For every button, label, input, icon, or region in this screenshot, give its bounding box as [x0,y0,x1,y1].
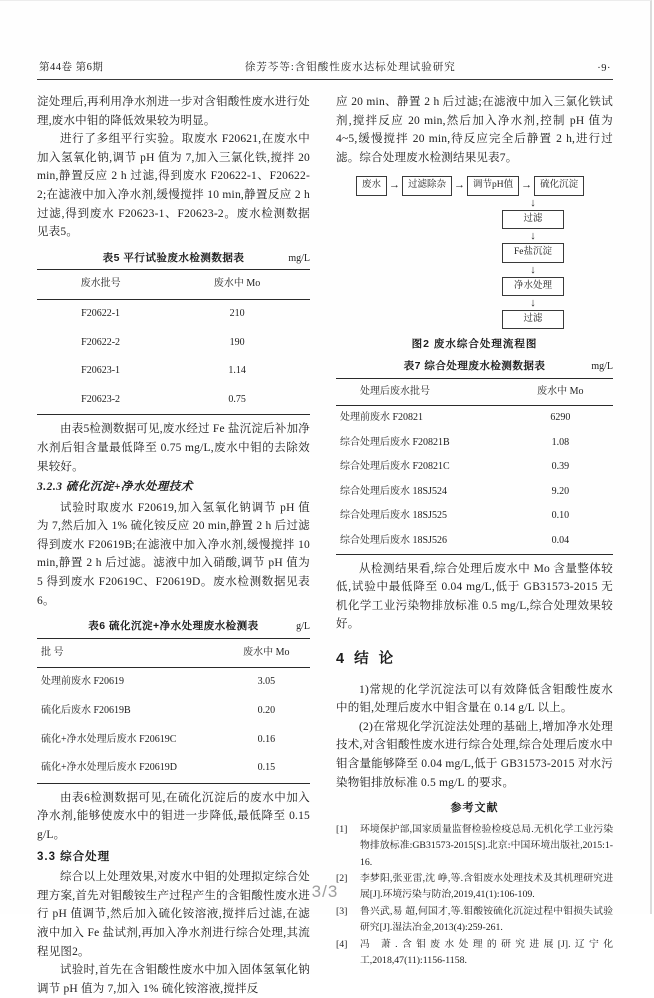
table-header-cell: 废水中 Mo [213,278,261,290]
table-cell: F20622-2 [81,336,121,348]
paragraph: 试验时取废水 F20619,加入氢氧化钠调节 pH 值为 7,然后加入 1% 硫化铵反应 20 min,静置 2 h 后过滤得到废水 F20619B;在滤液中加入净水剂,缓慢搅拌 10 min,静置 2 h 后过滤。滤液中加入硝酸,调节 pH 值为 5 得到废水 F20619C、F20619D。废水检测数据见表6。 [37,501,310,607]
table-cell: F20622-1 [81,307,121,319]
table-row [37,386,310,415]
table-cell: 综合处理后废水 18SJ525 [340,510,447,522]
paragraph: 淀处理后,再利用净水剂进一步对含钼酸性废水进行处理,废水中钼的降低效果较为明显。 [37,96,310,127]
table-cell: 3.05 [257,676,276,688]
table-cell: 6290 [550,412,571,424]
table-cell: 综合处理后废水 F20821C [340,461,450,473]
arrow-right-icon: → [389,179,401,192]
arrow-right-icon: → [521,179,533,192]
flow-step [519,176,584,195]
arrow-down-icon: ↓ [530,196,536,209]
table5-caption [37,249,310,268]
table-row [336,480,613,505]
table-row [336,406,613,431]
flow-step [502,296,564,329]
references-heading: 参考文献 [450,802,499,815]
conclusion-paragraph: 1)常规的化学沉淀法可以有效降低含钼酸性废水中的钼,处理后废水中钼含量在 0.14 g/L 以上。 [336,683,613,715]
section-heading-3-2-3: 3.2.3 硫化沉淀+净水处理技术 [37,481,193,494]
table-cell: 0.15 [257,762,276,774]
table-cell: F20623-2 [81,393,121,405]
paragraph: 进行了多组平行实验。取废水 F20621,在废水中加入氢氧化钠,调节 pH 值为 7,加入三氯化铁,搅拌 20 min,静置反应 2 h 过滤,得到废水 F20622-1、F20622-2;在滤液中加入净水剂,缓慢搅拌 10 min,静置反应 2 h 过滤,得到废水 F20623-1、F20623-2。废水检测数据见表5。 [37,133,310,239]
table-cell: 处理前废水 F20619 [41,676,125,688]
running-title: 徐芳芩等:含钼酸性废水达标处理试验研究 [244,62,456,73]
left-column [37,93,310,998]
flow-box: 废水 [356,176,387,195]
flow-box: Fe盐沉淀 [502,243,564,262]
paragraph: 应 20 min、静置 2 h 后过滤;在滤液中加入三氯化铁试剂,搅拌反应 20 min,然后加入净水剂,控制 pH 值为 4~5,缓慢搅拌 20 min,待反应完全后静置 2 h,进行过滤。综合处理废水检测结果见表7。 [336,96,613,164]
paragraph: 由表5检测数据可见,废水经过 Fe 盐沉淀后补加净水剂后钼含量最低降至 0.75 mg/L,废水中钼的去除效果较好。 [37,423,310,473]
flow-box: 调节pH值 [467,176,519,195]
flow-box: 过滤 [502,210,564,229]
table-caption-text: 表6 硫化沉淀+净水处理废水检测表 [88,620,259,633]
flow-step [502,229,564,262]
table-header-cell: 废水中 Mo [537,385,584,397]
page-content [0,1,650,998]
flow-step [356,176,387,195]
table-cell: 0.16 [257,733,276,745]
arrow-right-icon: → [454,179,466,192]
table-row [336,504,613,529]
table-cell: 硫化+净水处理后废水 F20619C [41,733,177,745]
table-row [336,455,613,480]
table-header-cell: 废水中 Mo [243,646,290,658]
journal-volume-issue: 第44卷 第6期 [39,62,104,73]
table-cell: 9.20 [551,485,570,497]
table7 [336,378,613,555]
flow-box: 净水处理 [502,277,564,296]
reference-marker: [4] [336,938,348,950]
table-cell: 1.08 [551,436,570,448]
table5-unit: mg/L [288,252,310,264]
arrow-down-icon: ↓ [530,263,536,276]
table-cell: 综合处理后废水 18SJ526 [340,535,447,547]
table-header-row [37,270,310,300]
table-row [37,754,310,783]
table-row [336,431,613,456]
paragraph: 综合以上处理效果,对废水中钼的处理拟定综合处理方案,首先对钼酸铵生产过程产生的含钼酸性废水进行 pH 值调节,然后加入硫化铵溶液,搅拌后过滤,在滤液中加入 Fe 盐试剂,再加入净水剂进行综合处理,其流程见图2。 [37,871,310,958]
table-caption-text: 表5 平行试验废水检测数据表 [102,251,245,264]
table-cell: 0.75 [228,393,246,405]
two-column-layout [37,93,613,998]
reference-item [336,822,613,871]
table-row [37,357,310,386]
paragraph: 由表6检测数据可见,在硫化沉淀后的废水中加入净水剂,能够使废水中的钼进一步降低,最低降至 0.15 g/L。 [37,791,310,841]
viewer-page-indicator: 3/3 [311,882,339,901]
reference-text: 冯 萧.含钼废水处理的研究进展[J].辽宁化工,2018,47(11):1156-1158. [360,938,613,967]
figure2-caption: 图2 废水综合处理流程图 [411,338,538,351]
table7-caption [336,357,613,376]
table-row [37,299,310,328]
reference-marker: [3] [336,905,348,917]
flow-step [502,196,564,229]
conclusion-paragraph: (2)在常规化学沉淀法处理的基础上,增加净水处理技术,对含钼酸性废水进行综合处理,综合处理后废水中钼含量能够降至 0.04 mg/L,低于 GB31573-2015 对水污染物钼排放标准 0.5 mg/L 的要求。 [336,720,613,789]
table-header-cell: 废水批号 [80,278,121,290]
reference-marker: [2] [336,873,348,885]
table7-unit: mg/L [591,360,613,372]
table-row [37,329,310,358]
reference-item [336,904,613,937]
reference-item [336,937,613,970]
table-cell: 硫化+净水处理后废水 F20619D [41,762,177,774]
table-cell: 210 [229,307,245,319]
table-caption-text: 表7 综合处理废水检测数据表 [403,359,546,372]
flow-box: 硫化沉淀 [534,176,584,195]
table-cell: 0.04 [551,535,570,547]
table-row [37,668,310,697]
flow-step [452,176,519,195]
table-cell: 硫化后废水 F20619B [41,705,131,717]
table-cell: 处理前废水 F20821 [340,412,424,424]
table-cell: 0.39 [551,461,570,473]
page-number: ·9· [597,63,611,74]
reference-text: 鲁兴武,易 超,何国才,等.钼酸铵硫化沉淀过程中钼损失试验研究[J].湿法冶金,2013(4):259-261. [360,905,613,934]
table-cell: 1.14 [228,365,246,377]
table-cell: 190 [229,336,245,348]
arrow-down-icon: ↓ [530,296,536,309]
table-header-cell: 批 号 [41,646,64,658]
table-cell: 综合处理后废水 F20821B [340,436,450,448]
table6-unit: g/L [296,621,310,633]
table-row [336,529,613,554]
arrow-down-icon: ↓ [530,230,536,243]
reference-text: 李梦阳,张亚雷,沈 峥,等.含钼废水处理技术及其机理研究进展[J].环境污染与防治,2019,41(1):106-109. [360,873,613,901]
table5 [37,269,310,415]
section-heading-conclusion: 4 结 论 [336,651,397,668]
reference-marker: [1] [336,823,348,835]
flow-step [502,263,564,296]
flow-box: 过滤 [502,310,564,329]
table-cell: F20623-1 [81,365,121,377]
table-cell: 0.10 [551,510,570,522]
table-header-cell: 处理后废水批号 [360,385,430,397]
paragraph: 试验时,首先在含钼酸性废水中加入固体氢氧化钠调节 pH 值为 7,加入 1% 硫化铵溶液,搅拌反 [37,964,310,995]
figure2-flowchart [336,176,613,329]
reference-text: 环境保护部,国家质量监督检验检疫总局.无机化学工业污染物排放标准:GB31573-2015[S].北京:中国环境出版社,2015:1-16. [360,823,613,868]
table6-caption [37,617,310,636]
table-row [37,726,310,755]
table6 [37,638,310,784]
table-cell: 综合处理后废水 18SJ524 [340,485,447,497]
flow-box: 过滤除杂 [402,176,452,195]
table-header-row [336,378,613,406]
table-header-row [37,638,310,668]
running-header [37,59,613,80]
table-row [37,697,310,726]
paragraph: 从检测结果看,综合处理后废水中 Mo 含量整体较低,试验中最低降至 0.04 mg/L,低于 GB31573-2015 无机化学工业污染物排放标准 0.5 mg/L,综合处理效果较好。 [336,562,613,631]
table-cell: 0.20 [257,705,276,717]
flow-step [387,176,452,195]
flowchart-horizontal-row [336,176,613,195]
section-heading-3-3: 3.3 综合处理 [37,850,111,863]
flowchart-vertical-column [502,196,564,330]
right-column [336,93,613,998]
